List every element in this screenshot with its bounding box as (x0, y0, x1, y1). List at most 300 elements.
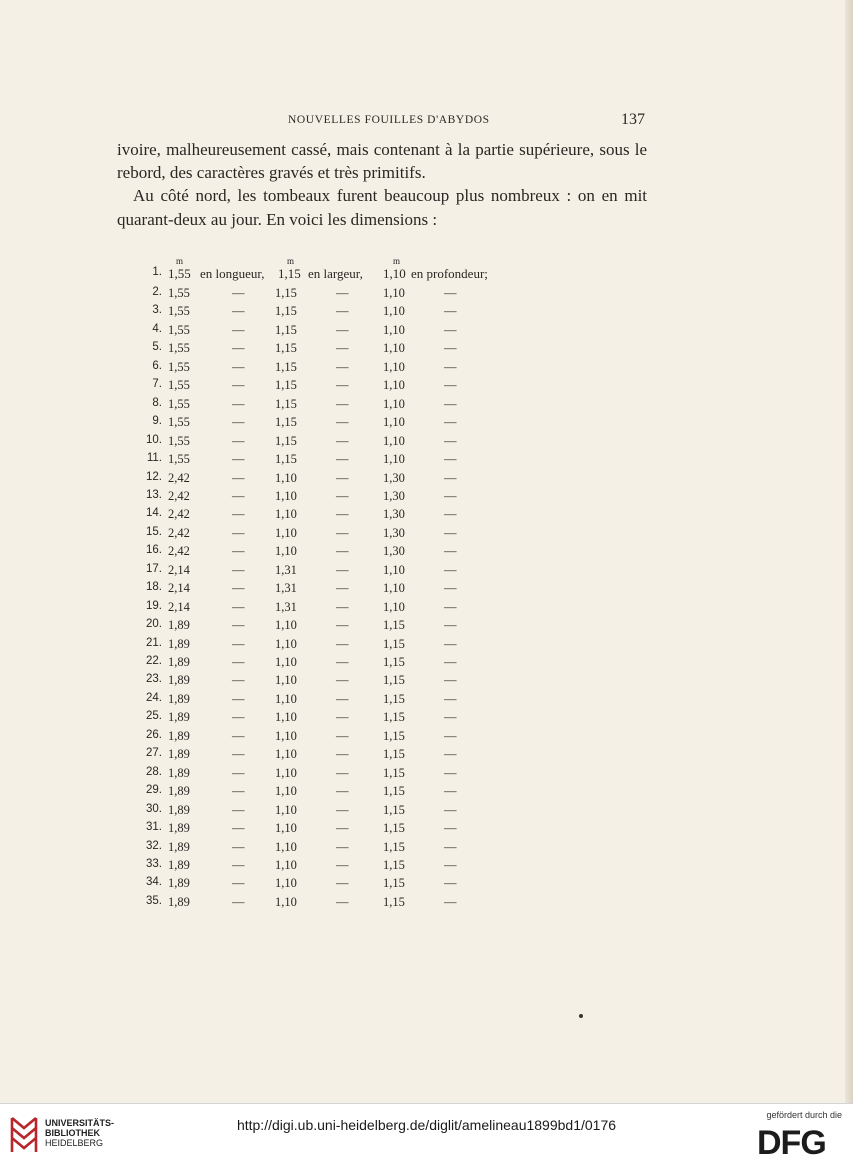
length-value: 1,89 (168, 857, 190, 872)
length-value: 1,89 (168, 728, 190, 743)
depth-value: 1,15 (383, 765, 405, 780)
ditto-mark: — (336, 673, 349, 688)
width-value: 1,15 (275, 286, 297, 300)
ditto-mark: — (232, 562, 245, 577)
row-number: 27. (146, 747, 162, 760)
depth-label: en profondeur; (411, 266, 488, 281)
length-value: 1,55 (168, 396, 190, 411)
ditto-mark: — (444, 894, 457, 909)
table-row (0, 526, 853, 544)
ditto-mark: — (336, 396, 349, 411)
ditto-mark: — (232, 839, 245, 854)
ditto-mark: — (232, 894, 245, 909)
ditto-mark: — (232, 286, 245, 300)
ditto-mark: — (336, 599, 349, 614)
depth-value: 1,15 (383, 857, 405, 872)
row-number: 3. (152, 304, 162, 317)
ditto-mark: — (232, 359, 245, 374)
ditto-mark: — (336, 618, 349, 633)
ditto-mark: — (444, 636, 457, 651)
width-value: 1,10 (275, 894, 297, 909)
page-number: 137 (621, 111, 645, 128)
ditto-mark: — (336, 488, 349, 503)
width-value: 1,10 (275, 525, 297, 540)
row-number: 32. (146, 839, 162, 852)
ditto-mark: — (232, 341, 245, 356)
row-number: 12. (146, 470, 162, 483)
ditto-mark: — (444, 396, 457, 411)
ditto-mark: — (232, 396, 245, 411)
depth-value: 1,15 (383, 821, 405, 836)
table-row (0, 600, 853, 618)
width-value: 1,15 (275, 452, 297, 467)
ditto-mark: — (232, 544, 245, 559)
running-title: NOUVELLES FOUILLES D'ABYDOS (288, 114, 490, 126)
ditto-mark: — (336, 562, 349, 577)
text-line: mit quarant-deux au jour. En voici les dimensions : (117, 186, 648, 229)
row-number: 29. (146, 784, 162, 797)
depth-value: 1,30 (383, 525, 405, 540)
row-number: 20. (146, 618, 162, 631)
width-value: 1,15 (275, 341, 297, 356)
ditto-mark: — (444, 765, 457, 780)
unit-mark-depth: m (393, 256, 401, 266)
depth-value: 1,15 (383, 839, 405, 854)
row-number: 6. (152, 359, 162, 372)
length-value: 1,55 (168, 266, 191, 281)
ditto-mark: — (444, 359, 457, 374)
footer-divider (0, 1103, 853, 1104)
length-value: 2,42 (168, 525, 190, 540)
dfg-logo-text: DFG (757, 1125, 826, 1157)
width-value: 1,15 (275, 396, 297, 411)
length-value: 1,89 (168, 618, 190, 633)
depth-value: 1,30 (383, 488, 405, 503)
length-value: 1,55 (168, 322, 190, 337)
library-line-2: BIBLIOTHEK (45, 1128, 100, 1138)
depth-value: 1,10 (383, 266, 406, 281)
ditto-mark: — (444, 322, 457, 337)
row-number: 14. (146, 507, 162, 520)
table-row (0, 360, 853, 378)
width-value: 1,10 (275, 857, 297, 872)
ditto-mark: — (336, 655, 349, 669)
ditto-mark: — (232, 525, 245, 540)
table-row (0, 323, 853, 341)
ditto-mark: — (232, 784, 245, 799)
length-value: 1,89 (168, 894, 190, 909)
length-value: 1,89 (168, 839, 190, 854)
width-value: 1,10 (275, 839, 297, 854)
row-number: 16. (146, 544, 162, 557)
width-value: 1,15 (275, 378, 297, 393)
depth-value: 1,15 (383, 691, 405, 706)
length-value: 1,55 (168, 378, 190, 393)
stray-mark (579, 1014, 583, 1018)
ditto-mark: — (444, 876, 457, 891)
ditto-mark: — (444, 821, 457, 836)
row-number: 10. (146, 433, 162, 446)
width-value: 1,10 (275, 655, 297, 669)
ditto-mark: — (444, 691, 457, 706)
width-value: 1,10 (275, 765, 297, 780)
depth-value: 1,15 (383, 655, 405, 669)
table-row (0, 489, 853, 507)
length-value: 1,89 (168, 691, 190, 706)
ditto-mark: — (444, 728, 457, 743)
ditto-mark: — (444, 599, 457, 614)
length-value: 1,89 (168, 673, 190, 688)
table-row (0, 637, 853, 655)
table-row (0, 452, 853, 470)
row-number: 7. (152, 378, 162, 391)
ditto-mark: — (336, 636, 349, 651)
length-value: 1,89 (168, 784, 190, 799)
length-value: 1,89 (168, 821, 190, 836)
ditto-mark: — (444, 544, 457, 559)
depth-value: 1,30 (383, 544, 405, 559)
ditto-mark: — (232, 857, 245, 872)
ditto-mark: — (232, 636, 245, 651)
ditto-mark: — (444, 784, 457, 799)
ditto-mark: — (336, 765, 349, 780)
length-value: 1,89 (168, 747, 190, 762)
paragraph-1 (117, 138, 647, 184)
ditto-mark: — (444, 507, 457, 522)
ditto-mark: — (444, 488, 457, 503)
depth-value: 1,10 (383, 581, 405, 596)
width-value: 1,15 (275, 322, 297, 337)
ditto-mark: — (444, 710, 457, 725)
row-number: 18. (146, 581, 162, 594)
table-row (0, 673, 853, 691)
ditto-mark: — (232, 378, 245, 393)
row-number: 5. (152, 341, 162, 354)
ditto-mark: — (232, 876, 245, 891)
ditto-mark: — (336, 728, 349, 743)
table-row (0, 341, 853, 359)
ditto-mark: — (232, 488, 245, 503)
row-number: 11. (146, 452, 162, 465)
unit-mark-width: m (287, 256, 295, 266)
width-value: 1,10 (275, 747, 297, 762)
ditto-mark: — (232, 691, 245, 706)
width-value: 1,10 (275, 784, 297, 799)
width-value: 1,10 (275, 507, 297, 522)
depth-value: 1,10 (383, 452, 405, 467)
depth-value: 1,10 (383, 378, 405, 393)
ditto-mark: — (444, 655, 457, 669)
width-value: 1,10 (275, 544, 297, 559)
ditto-mark: — (232, 821, 245, 836)
ditto-mark: — (232, 710, 245, 725)
table-row (0, 821, 853, 839)
length-value: 1,89 (168, 655, 190, 669)
width-value: 1,31 (275, 581, 297, 596)
ditto-mark: — (232, 599, 245, 614)
ditto-mark: — (444, 341, 457, 356)
text-line: ivoire, malheureusement cassé, mais contenant à la partie supérieure, (117, 140, 595, 159)
table-row (0, 710, 853, 728)
length-value: 2,42 (168, 544, 190, 559)
ditto-mark: — (444, 581, 457, 596)
ditto-mark: — (232, 322, 245, 337)
ditto-mark: — (336, 802, 349, 817)
depth-value: 1,15 (383, 710, 405, 725)
length-value: 1,55 (168, 341, 190, 356)
length-value: 1,89 (168, 765, 190, 780)
length-value: 1,89 (168, 876, 190, 891)
row-number: 24. (146, 691, 162, 704)
depth-value: 1,15 (383, 894, 405, 909)
depth-value: 1,10 (383, 359, 405, 374)
depth-value: 1,15 (383, 728, 405, 743)
ditto-mark: — (232, 452, 245, 467)
table-row (0, 840, 853, 858)
ditto-mark: — (232, 415, 245, 430)
depth-value: 1,15 (383, 876, 405, 891)
row-number: 4. (152, 322, 162, 335)
ditto-mark: — (336, 322, 349, 337)
table-row (0, 304, 853, 322)
row-number: 31. (146, 821, 162, 834)
length-value: 2,14 (168, 581, 190, 596)
table-row (0, 803, 853, 821)
table-row (0, 784, 853, 802)
table-row (0, 563, 853, 581)
ditto-mark: — (336, 304, 349, 319)
row-number: 34. (146, 876, 162, 889)
text-line: sous le rebord, des caractères gravés et très primitifs. (117, 140, 648, 183)
ditto-mark: — (336, 470, 349, 485)
depth-value: 1,15 (383, 784, 405, 799)
ditto-mark: — (444, 378, 457, 393)
depth-value: 1,10 (383, 341, 405, 356)
length-value: 1,55 (168, 433, 190, 448)
length-value: 1,55 (168, 415, 190, 430)
length-value: 1,55 (168, 359, 190, 374)
length-label: en longueur, (200, 266, 265, 281)
depth-value: 1,10 (383, 322, 405, 337)
ditto-mark: — (232, 673, 245, 688)
ditto-mark: — (444, 452, 457, 467)
length-value: 2,14 (168, 562, 190, 577)
width-value: 1,10 (275, 876, 297, 891)
ditto-mark: — (232, 802, 245, 817)
ditto-mark: — (444, 470, 457, 485)
table-row (0, 544, 853, 562)
ditto-mark: — (444, 433, 457, 448)
permalink-url[interactable]: http://digi.ub.uni-heidelberg.de/diglit/amelineau1899bd1/0176 (236, 1117, 617, 1133)
ditto-mark: — (336, 525, 349, 540)
width-value: 1,15 (275, 304, 297, 319)
width-value: 1,15 (275, 433, 297, 448)
row-number: 26. (146, 728, 162, 741)
ditto-mark: — (444, 839, 457, 854)
depth-value: 1,15 (383, 618, 405, 633)
depth-value: 1,15 (383, 802, 405, 817)
depth-value: 1,10 (383, 304, 405, 319)
length-value: 1,89 (168, 636, 190, 651)
length-value: 1,55 (168, 452, 190, 467)
table-row (0, 895, 853, 913)
table-row (0, 434, 853, 452)
ditto-mark: — (336, 710, 349, 725)
depth-value: 1,15 (383, 673, 405, 688)
ditto-mark: — (336, 544, 349, 559)
row-number: 17. (146, 562, 162, 575)
footer-bar (0, 1103, 853, 1164)
row-number: 30. (146, 802, 162, 815)
table-row (0, 766, 853, 784)
ditto-mark: — (232, 728, 245, 743)
depth-value: 1,10 (383, 415, 405, 430)
table-row (0, 507, 853, 525)
ditto-mark: — (336, 415, 349, 430)
row-number: 23. (146, 673, 162, 686)
row-number: 8. (152, 396, 162, 409)
dfg-logo-icon (757, 1125, 841, 1157)
width-value: 1,10 (275, 636, 297, 651)
ditto-mark: — (336, 894, 349, 909)
paragraph-2 (117, 184, 647, 230)
row-number: 25. (146, 710, 162, 723)
ditto-mark: — (336, 378, 349, 393)
table-row (0, 378, 853, 396)
row-number: 1. (152, 266, 162, 278)
table-row (0, 729, 853, 747)
width-value: 1,10 (275, 673, 297, 688)
ditto-mark: — (336, 581, 349, 596)
length-value: 2,42 (168, 470, 190, 485)
length-value: 1,55 (168, 304, 190, 319)
table-row (0, 415, 853, 433)
ditto-mark: — (444, 304, 457, 319)
width-label: en largeur, (308, 266, 363, 281)
ditto-mark: — (336, 286, 349, 300)
ditto-mark: — (336, 507, 349, 522)
ditto-mark: — (444, 802, 457, 817)
width-value: 1,15 (275, 359, 297, 374)
width-value: 1,10 (275, 821, 297, 836)
row-number: 2. (152, 286, 162, 298)
row-number: 15. (146, 525, 162, 538)
ditto-mark: — (232, 747, 245, 762)
ditto-mark: — (444, 562, 457, 577)
ditto-mark: — (336, 821, 349, 836)
ditto-mark: — (232, 618, 245, 633)
depth-value: 1,10 (383, 562, 405, 577)
width-value: 1,10 (275, 618, 297, 633)
ditto-mark: — (232, 765, 245, 780)
length-value: 2,42 (168, 507, 190, 522)
length-value: 1,89 (168, 710, 190, 725)
depth-value: 1,10 (383, 286, 405, 300)
width-value: 1,10 (275, 710, 297, 725)
ditto-mark: — (336, 784, 349, 799)
table-row (0, 858, 853, 876)
ditto-mark: — (232, 581, 245, 596)
width-value: 1,15 (278, 266, 301, 281)
unit-mark-length: m (176, 256, 184, 266)
row-number: 19. (146, 599, 162, 612)
table-row (0, 471, 853, 489)
ditto-mark: — (444, 618, 457, 633)
ditto-mark: — (336, 433, 349, 448)
width-value: 1,10 (275, 728, 297, 743)
ditto-mark: — (336, 452, 349, 467)
table-row (0, 876, 853, 894)
text-line: Au côté nord, les tombeaux furent beaucoup plus nombreux : on en (133, 186, 618, 206)
ditto-mark: — (444, 673, 457, 688)
ditto-mark: — (444, 747, 457, 762)
depth-value: 1,10 (383, 599, 405, 614)
ditto-mark: — (232, 433, 245, 448)
ditto-mark: — (444, 857, 457, 872)
ditto-mark: — (336, 857, 349, 872)
table-row (0, 747, 853, 765)
row-number: 21. (146, 636, 162, 649)
ditto-mark: — (336, 359, 349, 374)
ditto-mark: — (232, 507, 245, 522)
ditto-mark: — (444, 286, 457, 300)
width-value: 1,15 (275, 415, 297, 430)
width-value: 1,31 (275, 562, 297, 577)
table-row (0, 692, 853, 710)
width-value: 1,10 (275, 488, 297, 503)
width-value: 1,31 (275, 599, 297, 614)
ditto-mark: — (336, 839, 349, 854)
table-row (0, 655, 853, 673)
ditto-mark: — (232, 655, 245, 669)
body-text (117, 138, 647, 231)
row-number: 9. (152, 415, 162, 428)
table-row (0, 618, 853, 636)
width-value: 1,10 (275, 691, 297, 706)
depth-value: 1,10 (383, 433, 405, 448)
row-number: 28. (146, 765, 162, 778)
table-row (0, 581, 853, 599)
library-line-1: UNIVERSITÄTS- (45, 1118, 115, 1128)
length-value: 1,89 (168, 802, 190, 817)
length-value: 1,55 (168, 286, 190, 300)
ditto-mark: — (336, 691, 349, 706)
depth-value: 1,10 (383, 396, 405, 411)
length-value: 2,42 (168, 488, 190, 503)
width-value: 1,10 (275, 802, 297, 817)
row-number: 33. (146, 857, 162, 870)
library-line-3: HEIDELBERG (45, 1138, 104, 1148)
ditto-mark: — (232, 470, 245, 485)
depth-value: 1,15 (383, 747, 405, 762)
row-number: 35. (146, 894, 162, 907)
table-row (0, 286, 853, 304)
ditto-mark: — (336, 747, 349, 762)
width-value: 1,10 (275, 470, 297, 485)
ditto-mark: — (336, 876, 349, 891)
row-number: 22. (146, 655, 162, 667)
ditto-mark: — (232, 304, 245, 319)
ditto-mark: — (444, 525, 457, 540)
table-row (0, 397, 853, 415)
depth-value: 1,15 (383, 636, 405, 651)
ditto-mark: — (336, 341, 349, 356)
ditto-mark: — (444, 415, 457, 430)
funded-by-label: gefördert durch die (766, 1110, 842, 1120)
length-value: 2,14 (168, 599, 190, 614)
row-number: 13. (146, 488, 162, 501)
depth-value: 1,30 (383, 507, 405, 522)
